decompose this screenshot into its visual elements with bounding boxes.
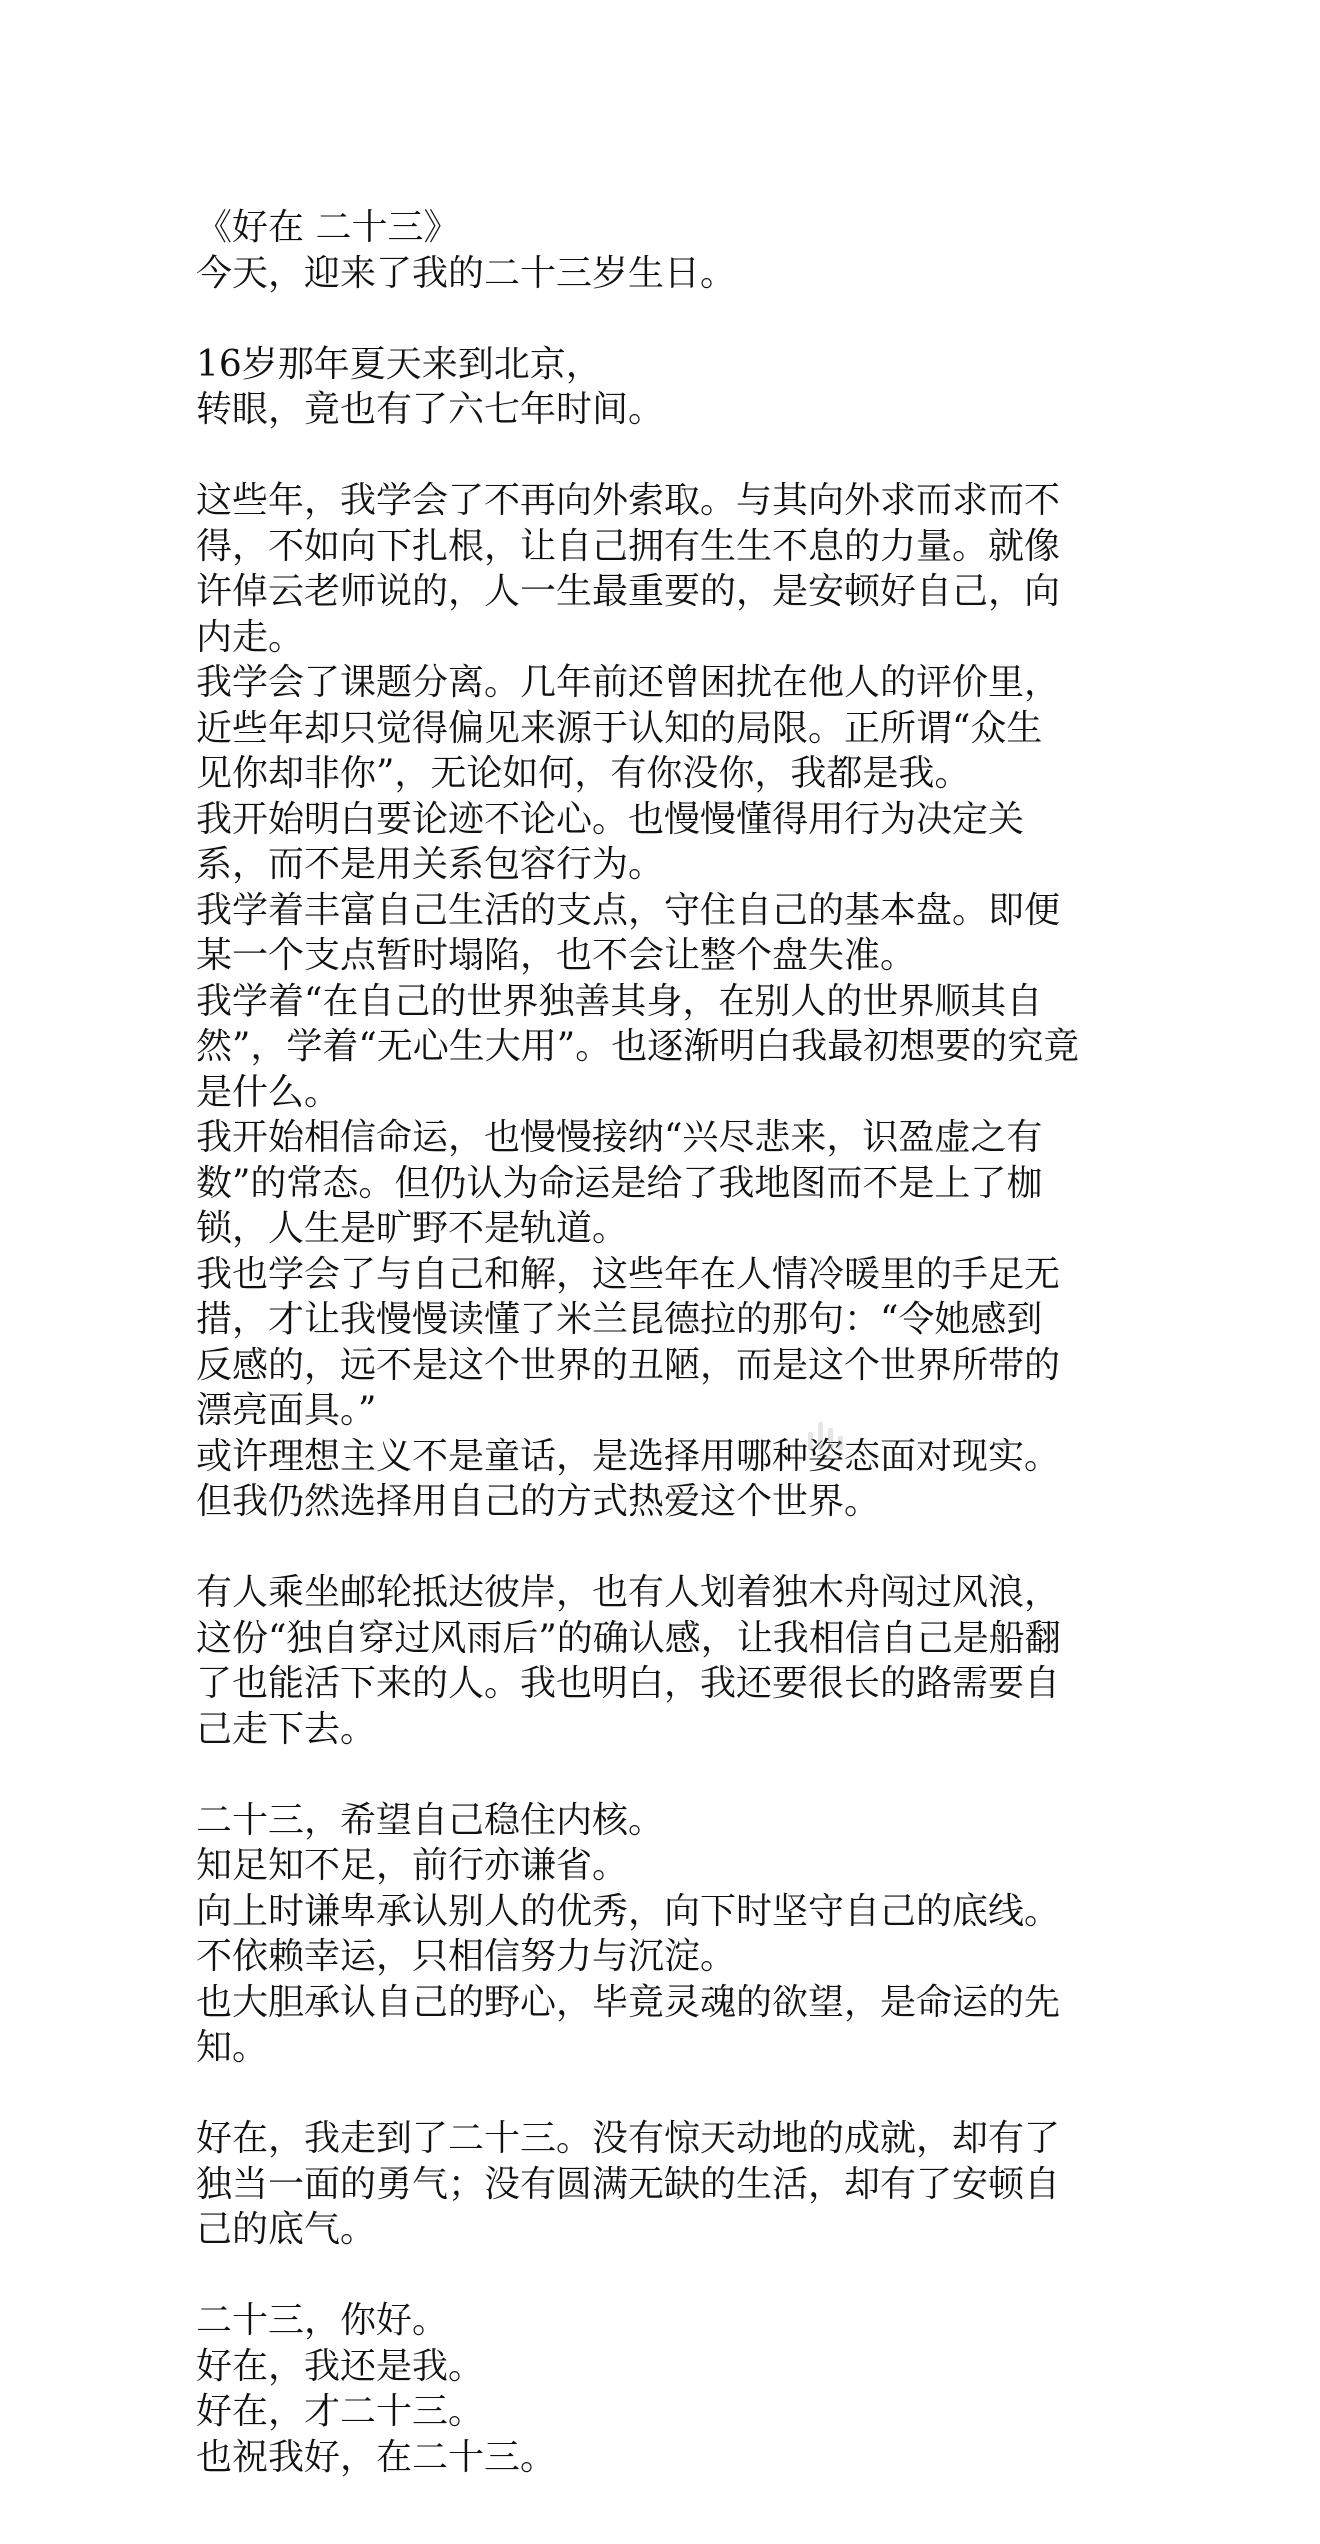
text-line: 系，而不是用关系包容行为。 xyxy=(196,844,665,885)
text-line: 数”的常态。但仍认为命运是给了我地图而不是上了枷 xyxy=(196,1162,1043,1204)
text-line: 有人乘坐邮轮抵达彼岸，也有人划着独木舟闯过风浪， xyxy=(196,1572,1061,1613)
text-line: 我学着丰富自己生活的支点，守住自己的基本盘。即便 xyxy=(196,889,1061,931)
text-line: 反感的，远不是这个世界的丑陋，而是这个世界所带的 xyxy=(196,1344,1061,1386)
text-line: 然”，学着“无心生大用”。也逐渐明白我最初想要的究竟 xyxy=(196,1026,1080,1067)
text-line: 我学着“在自己的世界独善其身，在别人的世界顺其自 xyxy=(196,980,1043,1022)
text-line: 我开始明白要论迹不论心。也慢慢懂得用行为决定关 xyxy=(196,798,1025,840)
text-line: 得，不如向下扎根，让自己拥有生生不息的力量。就像 xyxy=(196,525,1061,567)
blank-line xyxy=(196,2071,1136,2117)
text-line: 也大胆承认自己的野心，毕竟灵魂的欲望，是命运的先 xyxy=(196,1981,1061,2023)
text-line: 是什么。 xyxy=(196,1071,341,1113)
text-line: 许倬云老师说的，人一生最重要的，是安顿好自己，向 xyxy=(196,571,1061,612)
text-line: 好在，我还是我。 xyxy=(196,2345,485,2387)
text-line: 《好在 二十三》 xyxy=(196,207,460,248)
text-line: 也祝我好，在二十三。 xyxy=(196,2436,557,2478)
document-body xyxy=(196,205,1136,2480)
text-line: 措，才让我慢慢读懂了米兰昆德拉的那句：“令她感到 xyxy=(196,1299,1043,1340)
text-line: 向上时谦卑承认别人的优秀，向下时坚守自己的底线。 xyxy=(196,1890,1061,1932)
text-line: 好在，我走到了二十三。没有惊天动地的成就，却有了 xyxy=(196,2118,1061,2159)
text-line: 锁，人生是旷野不是轨道。 xyxy=(196,1208,629,1249)
text-line: 见你却非你”，无论如何，有你没你，我都是我。 xyxy=(196,753,971,794)
text-line: 己的底气。 xyxy=(196,2209,377,2250)
text-line: 我开始相信命运，也慢慢接纳“兴尽悲来，识盈虚之有 xyxy=(196,1117,1043,1158)
text-line: 了也能活下来的人。我也明白，我还要很长的路需要自 xyxy=(196,1663,1061,1704)
text-line: 独当一面的勇气；没有圆满无缺的生活，却有了安顿自 xyxy=(196,2163,1061,2205)
watermark-icon xyxy=(800,1416,860,1456)
text-line: 漂亮面具。” xyxy=(196,1390,377,1431)
text-line: 某一个支点暂时塌陷，也不会让整个盘失准。 xyxy=(196,935,917,976)
text-line: 16岁那年夏天来到北京， xyxy=(196,343,602,385)
text-line: 不依赖幸运，只相信努力与沉淀。 xyxy=(196,1936,737,1977)
blank-line xyxy=(196,296,1136,342)
text-line: 知足知不足，前行亦谦省。 xyxy=(196,1845,629,1886)
text-line: 或许理想主义不是童话，是选择用哪种姿态面对现实。 xyxy=(196,1435,1061,1477)
text-line: 二十三，希望自己稳住内核。 xyxy=(196,1799,665,1841)
blank-line xyxy=(196,1752,1136,1798)
text-line: 但我仍然选择用自己的方式热爱这个世界。 xyxy=(196,1481,881,1522)
text-line: 这份“独自穿过风雨后”的确认感，让我相信自己是船翻 xyxy=(196,1617,1061,1659)
text-line: 我也学会了与自己和解，这些年在人情冷暖里的手足无 xyxy=(196,1253,1061,1295)
blank-line xyxy=(196,2253,1136,2299)
text-line: 今天，迎来了我的二十三岁生日。 xyxy=(196,252,737,294)
text-line: 好在，才二十三。 xyxy=(196,2391,485,2432)
text-line: 内走。 xyxy=(196,616,305,658)
text-line: 知。 xyxy=(196,2027,269,2068)
text-line: 这些年，我学会了不再向外索取。与其向外求而求而不 xyxy=(196,480,1061,521)
text-line: 己走下去。 xyxy=(196,1708,377,1750)
text-line: 二十三，你好。 xyxy=(196,2300,449,2341)
text-line: 转眼，竟也有了六七年时间。 xyxy=(196,389,665,430)
text-line: 我学会了课题分离。几年前还曾困扰在他人的评价里， xyxy=(196,662,1061,703)
text-line: 近些年却只觉得偏见来源于认知的局限。正所谓“众生 xyxy=(196,707,1043,749)
blank-line xyxy=(196,1525,1136,1571)
blank-line xyxy=(196,433,1136,479)
